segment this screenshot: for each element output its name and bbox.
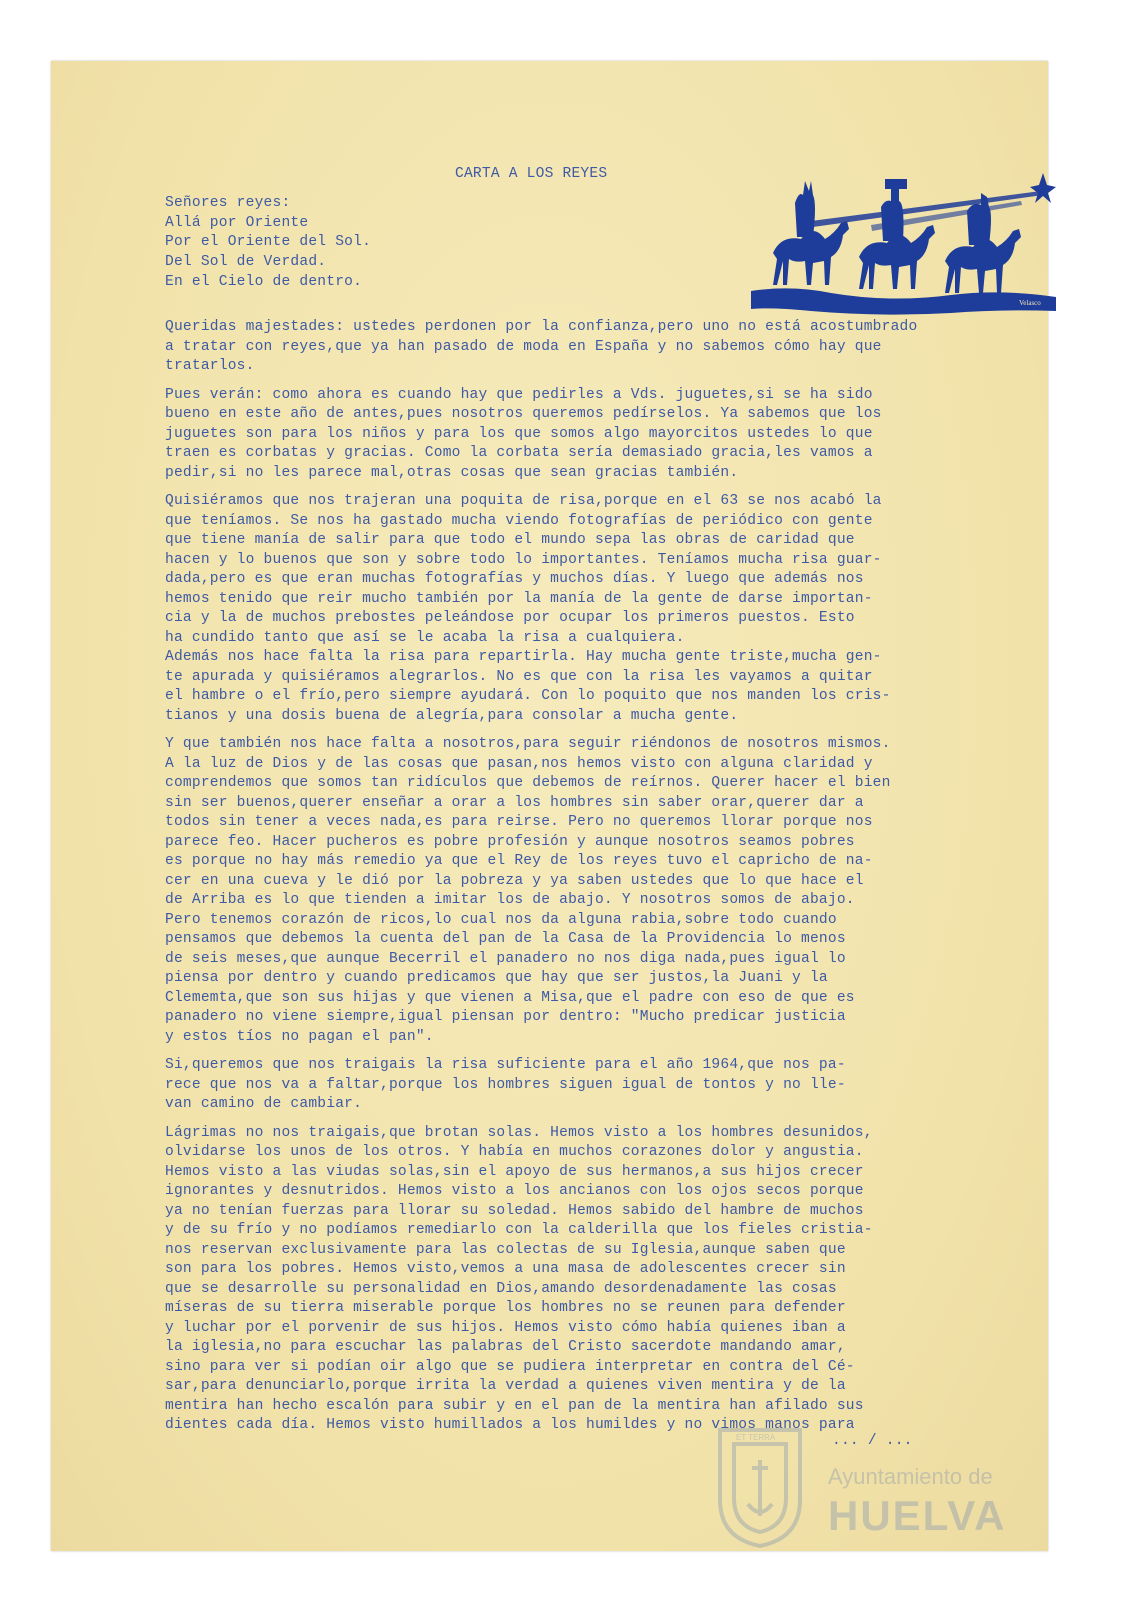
continuation-mark: ... / ... (832, 1433, 913, 1449)
text-line: traen es corbatas y gracias. Como la corbata sería demasiado gracia,les vamos a (165, 445, 873, 461)
paragraph (165, 386, 950, 484)
text-line: pensamos que debemos la cuenta del pan de la Casa de la Providencia lo menos (165, 931, 846, 947)
salutation-line: En el Cielo de dentro. (165, 273, 363, 290)
paragraph (165, 492, 950, 726)
text-line: ha cundido tanto que así se le acaba la risa a cualquiera. (165, 629, 685, 646)
text-line: cia y la de muchos prebostes peleándose por ocupar los primeros puestos. Esto (165, 610, 855, 626)
letter-title: CARTA A LOS REYES (455, 166, 608, 182)
paragraph (165, 1124, 950, 1436)
text-line: hacen y lo buenos que son y sobre todo lo importantes. Teníamos mucha risa guar- (165, 551, 882, 568)
salutation-line: Allá por Oriente (165, 214, 309, 231)
text-line: te apurada y quisiéramos alegrarlos. No es que con la risa les vayamos a quitar (165, 668, 873, 685)
text-line: Además nos hace falta la risa para repartirla. Hay mucha gente triste,mucha gen- (165, 649, 882, 665)
text-line: Clememta,que son sus hijas y que vienen a Misa,que el padre con eso de que es (165, 989, 855, 1006)
text-line: Queridas majestades: ustedes perdonen por la confianza,pero uno no está acostumbrado (165, 319, 918, 335)
text-line: comprendemos que somos tan ridículos que debemos de reírnos. Querer hacer el bien (165, 775, 891, 791)
paragraph (165, 735, 950, 1047)
text-line: que teníamos. Se nos ha gastado mucha viendo fotografías de periódico con gente (165, 512, 873, 529)
text-line: A la luz de Dios y de las cosas que pasan,nos hemos visto con alguna claridad y (165, 755, 873, 772)
three-kings-camels-illustration (751, 173, 1056, 319)
text-line: míseras de su tierra miserable porque los hombres no se reunen para defender (165, 1300, 846, 1316)
watermark (700, 1420, 1030, 1550)
text-line: Pero tenemos corazón de ricos,lo cual nos da alguna rabia,sobre todo cuando (165, 911, 837, 928)
salutation-line: Del Sol de Verdad. (165, 254, 327, 271)
text-line: rece que nos va a faltar,porque los hombres siguen igual de tontos y no lle- (165, 1076, 846, 1093)
text-line: de Arriba es lo que tienden a imitar los de abajo. Y nosotros somos de abajo. (165, 892, 855, 908)
text-line: olvidarse los unos de los otros. Y había en muchos corazones dolor y angustia. (165, 1144, 864, 1160)
text-line: cer en una cueva y le dió por la pobreza y ya saben ustedes que lo que hace el (165, 872, 864, 889)
text-line: Si,queremos que nos traigais la risa suficiente para el año 1964,que nos pa- (165, 1057, 846, 1073)
text-line: y luchar por el porvenir de sus hijos. Hemos visto cómo había quienes iban a (165, 1319, 846, 1336)
text-line: ignorantes y desnutridos. Hemos visto a los ancianos con los ojos secos porque (165, 1183, 864, 1199)
text-line: nos reservan exclusivamente para las colectas de su Iglesia,aunque saben que (165, 1241, 846, 1258)
text-line: dada,pero es que eran muchas fotografías y muchos días. Y luego que además nos (165, 571, 864, 587)
text-line: sino para ver si podían oir algo que se pudiera interpretar en contra del Cé- (165, 1358, 855, 1375)
text-line: mentira han hecho escalón para subir y en el pan de la mentira han afilado sus (165, 1397, 864, 1414)
svg-text:Velasco: Velasco (1019, 299, 1041, 307)
text-line: Y que también nos hace falta a nosotros,para seguir riéndonos de nosotros mismos. (165, 736, 891, 752)
text-line: parece feo. Hacer pucheros es pobre profesión y aunque nosotros seamos pobres (165, 833, 855, 850)
paragraph (165, 1056, 950, 1115)
text-line: tratarlos. (165, 358, 255, 374)
watermark-line2: HUELVA (828, 1492, 1007, 1539)
text-line: Lágrimas no nos traigais,que brotan solas. Hemos visto a los hombres desunidos, (165, 1124, 873, 1141)
text-line: es porque no hay más remedio ya que el Rey de los reyes tuvo el capricho de na- (165, 853, 873, 869)
salutation-line: Por el Oriente del Sol. (165, 234, 372, 251)
coat-of-arms-icon (700, 1420, 820, 1550)
text-line: y estos tíos no pagan el pan". (165, 1028, 434, 1045)
text-line: van camino de cambiar. (165, 1096, 363, 1112)
salutation-line: Señores reyes: (165, 195, 291, 211)
text-line: tianos y una dosis buena de alegría,para consolar a mucha gente. (165, 707, 739, 724)
text-line: Hemos visto a las viudas solas,sin el apoyo de sus hermanos,a sus hijos crecer (165, 1163, 864, 1180)
text-line: que se desarrolle su personalidad en Dios,amando desordenadamente las cosas (165, 1280, 837, 1297)
letter-body (165, 318, 950, 1445)
text-line: hemos tenido que reir mucho también por la manía de la gente de darse importan- (165, 590, 873, 607)
text-line: que tiene manía de salir para que todo el mundo sepa las obras de caridad que (165, 532, 855, 548)
text-line: panadero no viene siempre,igual piensan por dentro: "Mucho predicar justicia (165, 1009, 846, 1025)
text-line: piensa por dentro y cuando predicamos que hay que ser justos,la Juani y la (165, 970, 828, 986)
text-line: el hambre o el frío,pero siempre ayudará. Con lo poquito que nos manden los cris- (165, 688, 891, 704)
text-line: juguetes son para los niños y para los que somos algo mayorcitos ustedes lo que (165, 425, 873, 442)
letter-paper (51, 61, 1048, 1551)
text-line: y de su frío y no podíamos remediarlo con la calderilla que los fieles cristia- (165, 1222, 873, 1238)
svg-text:ET TERRA: ET TERRA (736, 1433, 776, 1442)
text-line: Quisiéramos que nos trajeran una poquita de risa,porque en el 63 se nos acabó la (165, 493, 882, 509)
watermark-line1: Ayuntamiento de (828, 1464, 993, 1489)
text-line: pedir,si no les parece mal,otras cosas que sean gracias también. (165, 464, 739, 481)
text-line: son para los pobres. Hemos visto,vemos a una masa de adolescentes crecer sin (165, 1261, 846, 1277)
text-line: a tratar con reyes,que ya han pasado de moda en España y no sabemos cómo hay que (165, 338, 882, 355)
text-line: la iglesia,no para escuchar las palabras del Cristo sacerdote mandando amar, (165, 1339, 846, 1355)
salutation (165, 194, 371, 293)
text-line: Pues verán: como ahora es cuando hay que pedirles a Vds. juguetes,si se ha sido (165, 386, 873, 403)
text-line: ya no tenían fuerzas para llorar su soledad. Hemos sabido del hambre de muchos (165, 1202, 864, 1219)
text-line: sin ser buenos,querer enseñar a orar a los hombres sin saber orar,querer dar a (165, 794, 864, 811)
text-line: de seis meses,que aunque Becerril el panadero no nos diga nada,pues igual lo (165, 950, 846, 967)
text-line: bueno en este año de antes,pues nosotros queremos pedírselos. Ya sabemos que los (165, 406, 882, 422)
text-line: sar,para denunciarlo,porque irrita la verdad a quienes viven mentira y de la (165, 1378, 846, 1394)
paragraph (165, 318, 950, 377)
text-line: todos sin tener a veces nada,es para reirse. Pero no queremos llorar porque nos (165, 814, 873, 830)
text-line: dientes cada día. Hemos visto humillados a los humildes y no vimos manos para (165, 1417, 855, 1433)
